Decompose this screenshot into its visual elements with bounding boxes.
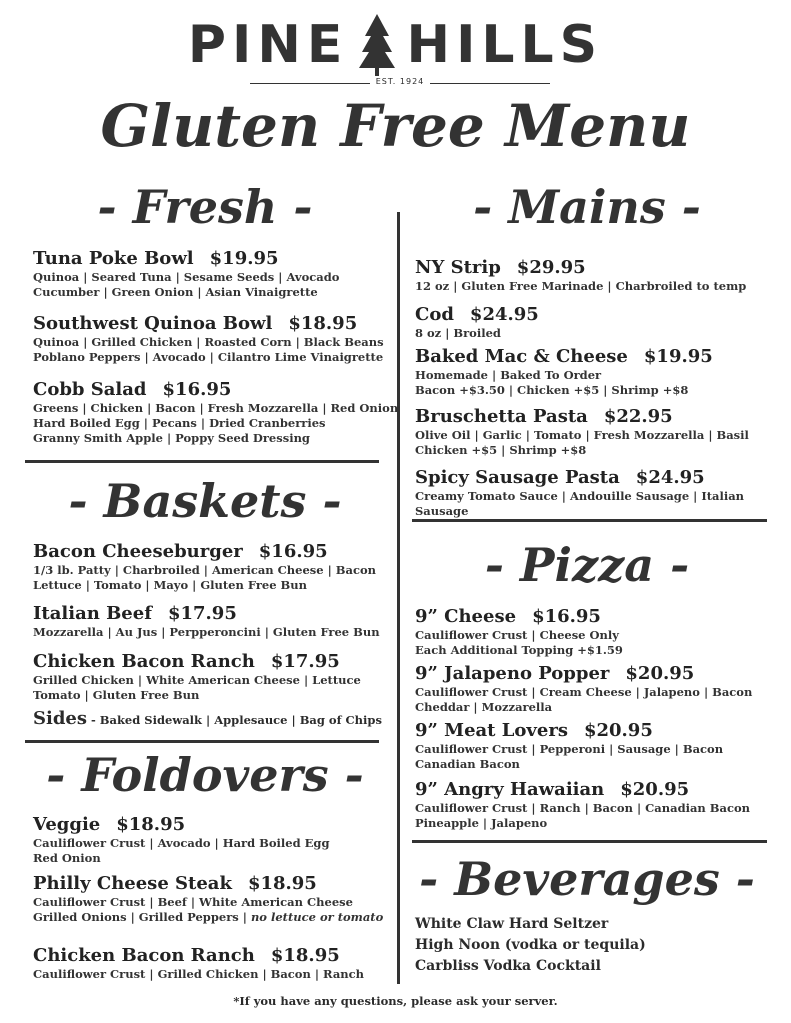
item-desc: Poblano Peppers | Avocado | Cilantro Lime Vinaigrette [33, 350, 384, 364]
item-desc: Olive Oil | Garlic | Tomato | Fresh Mozzarella | Basil [415, 428, 749, 442]
pine-tree-icon [359, 14, 395, 76]
item-desc: Pineapple | Jalapeno [415, 816, 548, 830]
brand-logo [0, 14, 791, 76]
menu-item-veggie [33, 814, 329, 866]
sides-text: - Baked Sidewalk | Applesauce | Bag of Chips [87, 713, 382, 727]
section-heading-baskets: - Baskets - [68, 474, 342, 528]
beverage-list [415, 914, 646, 977]
item-name: 9” Angry Hawaiian [415, 779, 605, 800]
item-price: $20.95 [583, 720, 653, 741]
item-name: 9” Jalapeno Popper [415, 663, 610, 684]
section-heading-foldovers: - Foldovers - [46, 748, 364, 802]
item-desc: Grilled Onions | Grilled Peppers | [33, 910, 247, 924]
item-desc: Quinoa | Grilled Chicken | Roasted Corn | Black Beans [33, 335, 384, 349]
item-price: $24.95 [469, 304, 539, 325]
item-desc: Red Onion [33, 851, 101, 865]
menu-item-spicy-sausage-pasta [415, 467, 791, 519]
item-price: $16.95 [258, 541, 328, 562]
menu-item-bruschetta-pasta [415, 406, 749, 458]
menu-item-southwest-quinoa-bowl [33, 313, 384, 365]
item-price: $29.95 [516, 257, 586, 278]
item-price: $18.95 [270, 945, 340, 966]
section-heading-fresh: - Fresh - [97, 180, 313, 234]
item-note: no lettuce or tomato [250, 910, 384, 924]
item-desc: Cauliflower Crust | Cream Cheese | Jalapeno | Bacon [415, 685, 753, 699]
sides-label: Sides [33, 708, 88, 729]
item-desc: Cauliflower Crust | Grilled Chicken | Bacon | Ranch [33, 967, 365, 981]
menu-item-bacon-cheeseburger [33, 541, 376, 593]
footer-note: *If you have any questions, please ask your server. [233, 994, 558, 1008]
item-desc: Cauliflower Crust | Pepperoni | Sausage | Bacon [415, 742, 724, 756]
item-desc: Cauliflower Crust | Cheese Only [415, 628, 619, 642]
item-price: $19.95 [643, 346, 713, 367]
section-divider [412, 519, 767, 522]
item-name: Chicken Bacon Ranch [33, 945, 255, 966]
beverage-item: Carbliss Vodka Cocktail [415, 958, 601, 974]
item-desc: Tomato | Gluten Free Bun [33, 688, 200, 702]
item-desc: Bacon +$3.50 | Chicken +$5 | Shrimp +$8 [415, 383, 689, 397]
item-name: Veggie [33, 814, 101, 835]
page-title: Gluten Free Menu [100, 92, 691, 160]
brand-name-right: HILLS [406, 15, 604, 75]
item-desc: Cheddar | Mozzarella [415, 700, 553, 714]
menu-item-tuna-poke-bowl [33, 248, 339, 300]
item-name: Chicken Bacon Ranch [33, 651, 255, 672]
section-divider [25, 740, 379, 743]
menu-item-9-meat-lovers [415, 720, 723, 772]
menu-item-9-angry-hawaiian [415, 779, 750, 831]
item-price: $22.95 [603, 406, 673, 427]
item-desc: Granny Smith Apple | Poppy Seed Dressing [33, 431, 310, 445]
section-heading-pizza: - Pizza - [484, 538, 690, 592]
menu-item-baked-mac-cheese [415, 346, 713, 398]
menu-item-philly-cheese-steak [33, 873, 383, 925]
item-desc: Greens | Chicken | Bacon | Fresh Mozzarella | Red Onion [33, 401, 399, 415]
menu-item-cobb-salad [33, 379, 398, 446]
item-desc: Grilled Chicken | White American Cheese | Lettuce [33, 673, 361, 687]
item-name: Baked Mac & Cheese [415, 346, 628, 367]
beverage-item: White Claw Hard Seltzer [415, 916, 609, 932]
item-desc: Cauliflower Crust | Beef | White American Cheese [33, 895, 353, 909]
item-price: $18.95 [116, 814, 186, 835]
item-desc: Hard Boiled Egg | Pecans | Dried Cranberries [33, 416, 326, 430]
item-name: 9” Cheese [415, 606, 517, 627]
item-desc: Cucumber | Green Onion | Asian Vinaigrette [33, 285, 318, 299]
menu-item-9-cheese [415, 606, 623, 658]
est-divider-right [430, 83, 550, 84]
beverage-item: High Noon (vodka or tequila) [415, 937, 646, 953]
section-heading-beverages: - Beverages - [419, 852, 755, 906]
item-price: $20.95 [625, 663, 695, 684]
item-name: Bacon Cheeseburger [33, 541, 243, 562]
item-desc: Quinoa | Seared Tuna | Sesame Seeds | Avocado [33, 270, 340, 284]
item-desc: Canadian Bacon [415, 757, 520, 771]
item-desc: Chicken +$5 | Shrimp +$8 [415, 443, 587, 457]
item-desc: Creamy Tomato Sauce | Andouille Sausage | Italian Sausage [415, 489, 745, 518]
item-name: Italian Beef [33, 603, 152, 624]
item-desc: 1/3 lb. Patty | Charbroiled | American Cheese | Bacon [33, 563, 376, 577]
item-desc: Mozzarella | Au Jus | Perpperoncini | Gluten Free Bun [33, 625, 380, 639]
item-name: Cod [415, 304, 454, 325]
item-desc: Lettuce | Tomato | Mayo | Gluten Free Bun [33, 578, 307, 592]
item-name: Bruschetta Pasta [415, 406, 588, 427]
est-text: EST. 1924 [375, 77, 425, 86]
item-price: $24.95 [635, 467, 705, 488]
item-name: Southwest Quinoa Bowl [33, 313, 273, 334]
item-price: $20.95 [620, 779, 690, 800]
column-divider [397, 212, 400, 984]
item-desc: Cauliflower Crust | Ranch | Bacon | Canadian Bacon [415, 801, 750, 815]
menu-item-chicken-bacon-ranch-foldover [33, 945, 364, 982]
item-price: $17.95 [270, 651, 340, 672]
item-name: Philly Cheese Steak [33, 873, 232, 894]
section-heading-mains: - Mains - [473, 180, 701, 234]
item-name: 9” Meat Lovers [415, 720, 568, 741]
item-desc: Homemade | Baked To Order [415, 368, 602, 382]
item-price: $16.95 [162, 379, 232, 400]
est-line [250, 76, 550, 90]
section-divider [412, 840, 767, 843]
menu-item-9-jalapeno-popper [415, 663, 752, 715]
menu-item-italian-beef [33, 603, 380, 640]
item-name: Spicy Sausage Pasta [415, 467, 620, 488]
item-desc: Each Additional Topping +$1.59 [415, 643, 623, 657]
item-name: Tuna Poke Bowl [33, 248, 194, 269]
item-price: $16.95 [532, 606, 601, 627]
brand-name-left: PINE [187, 15, 349, 75]
item-price: $18.95 [288, 313, 358, 334]
item-price: $18.95 [247, 873, 317, 894]
menu-item-cod [415, 304, 539, 341]
item-price: $17.95 [167, 603, 237, 624]
menu-item-chicken-bacon-ranch-basket [33, 651, 361, 703]
item-price: $19.95 [209, 248, 279, 269]
item-name: Cobb Salad [33, 379, 147, 400]
menu-item-ny-strip [415, 257, 746, 294]
item-desc: 12 oz | Gluten Free Marinade | Charbroiled to temp [415, 279, 747, 293]
item-name: NY Strip [415, 257, 501, 278]
sides-line [33, 708, 382, 729]
item-desc: Cauliflower Crust | Avocado | Hard Boiled Egg [33, 836, 330, 850]
section-divider [25, 460, 379, 463]
item-desc: 8 oz | Broiled [415, 326, 501, 340]
